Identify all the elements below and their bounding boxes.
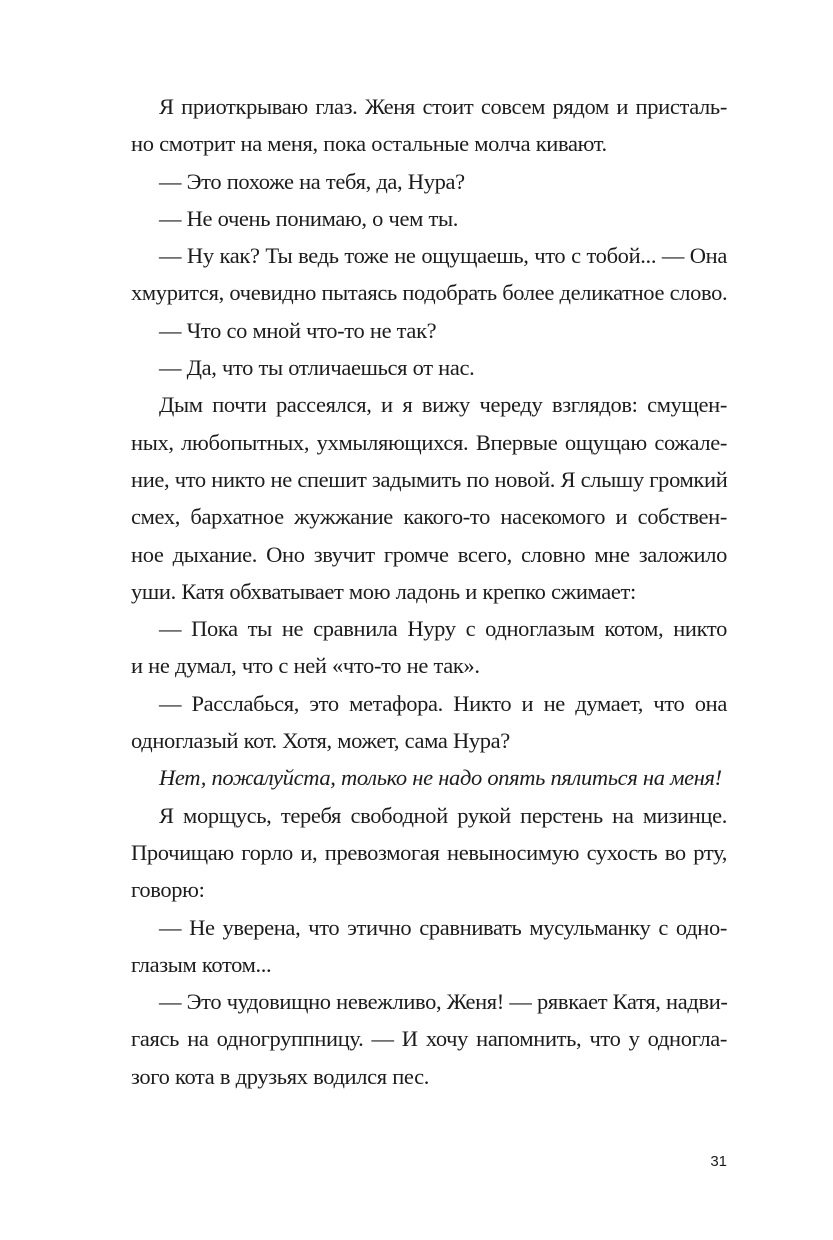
text-line: гаясь на одногруппницу. — И хочу напомнить, что у одногла- bbox=[131, 1026, 727, 1052]
text-line: — Пока ты не сравнила Нуру с одноглазым котом, никто bbox=[159, 616, 727, 642]
body-text bbox=[131, 88, 727, 1095]
text-line: глазым котом... bbox=[131, 951, 272, 977]
text-line: — Не уверена, что этично сравнивать мусульманку с одно- bbox=[159, 914, 727, 940]
text-line: зого кота в друзьях водился пес. bbox=[131, 1063, 430, 1089]
text-line: одноглазый кот. Хотя, может, сама Нура? bbox=[131, 728, 510, 754]
text-line: — Расслабься, это метафора. Никто и не думает, что она bbox=[159, 690, 727, 716]
text-line: говорю: bbox=[131, 877, 205, 903]
italic-thought-line: Нет, пожалуйста, только не надо опять пялиться на меня! bbox=[159, 765, 722, 791]
text-line: — Это похоже на тебя, да, Нура? bbox=[159, 168, 465, 194]
text-line: — Что со мной что-то не так? bbox=[159, 317, 437, 343]
page-number: 31 bbox=[710, 1153, 727, 1170]
text-line: и не думал, что с ней «что-то не так». bbox=[131, 653, 480, 679]
text-line: но смотрит на меня, пока остальные молча кивают. bbox=[131, 131, 607, 157]
text-line: — Это чудовищно невежливо, Женя! — рявкает Катя, надви- bbox=[159, 989, 728, 1015]
text-line: Прочищаю горло и, превозмогая невыносимую сухость во рту, bbox=[131, 839, 727, 865]
text-line: хмурится, очевидно пытаясь подобрать более деликатное слово. bbox=[131, 280, 728, 306]
text-line: уши. Катя обхватывает мою ладонь и крепко сжимает: bbox=[131, 578, 636, 604]
text-line: — Да, что ты отличаешься от нас. bbox=[159, 355, 475, 381]
text-line: Я приоткрываю глаз. Женя стоит совсем рядом и присталь- bbox=[159, 94, 727, 119]
text-line: Дым почти рассеялся, и я вижу череду взглядов: смущен- bbox=[159, 392, 727, 418]
text-line: ние, что никто не спешит задымить по новой. Я слышу громкий bbox=[131, 466, 728, 492]
text-line: — Ну как? Ты ведь тоже не ощущаешь, что с тобой... — Она bbox=[159, 243, 727, 269]
text-line: Я морщусь, теребя свободной рукой перстень на мизинце. bbox=[159, 802, 727, 828]
text-line: ное дыхание. Оно звучит громче всего, словно мне заложило bbox=[131, 541, 727, 567]
text-line: — Не очень понимаю, о чем ты. bbox=[159, 205, 459, 231]
text-line: смех, бархатное жужжание какого-то насекомого и собствен- bbox=[131, 504, 727, 530]
text-line: ных, любопытных, ухмыляющихся. Впервые ощущаю сожале- bbox=[131, 429, 727, 455]
